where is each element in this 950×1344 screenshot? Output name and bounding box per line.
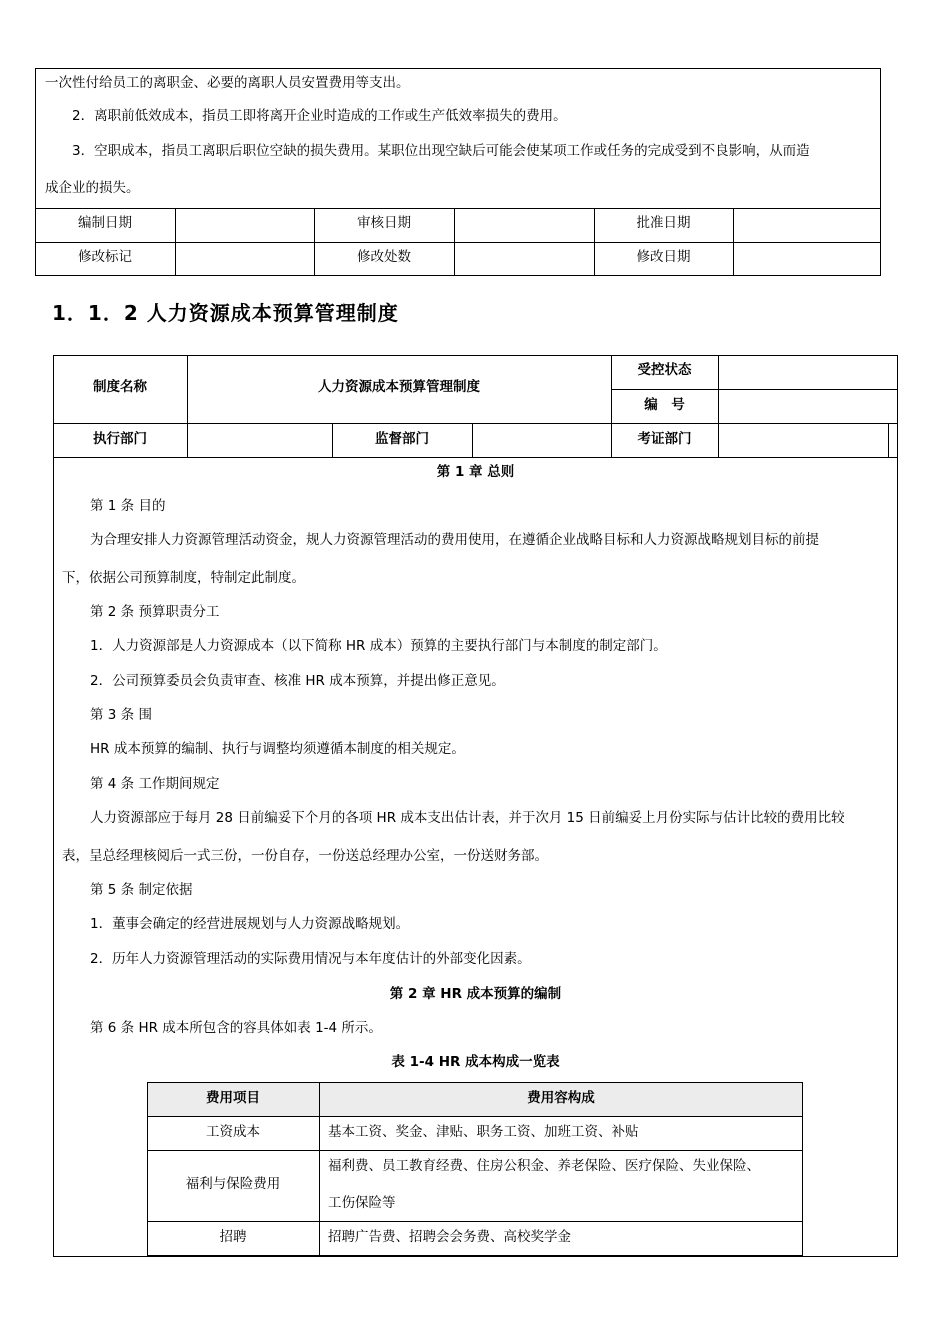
table-divider <box>147 1116 803 1117</box>
table-cell: 工伤保险等 <box>328 1195 396 1211</box>
article-heading: 第 5 条 制定依据 <box>90 882 193 898</box>
table-header-cell: 费用容构成 <box>527 1090 595 1106</box>
list-item: 2．公司预算委员会负责审查、核准 HR 成本预算，并提出修正意见。 <box>90 673 505 689</box>
chapter-heading: 第 2 章 HR 成本预算的编制 <box>389 986 562 1002</box>
chapter-heading: 第 1 章 总则 <box>436 464 515 480</box>
table-cell: 修改处数 <box>357 249 411 265</box>
table-divider <box>53 423 898 424</box>
table-divider <box>718 355 719 458</box>
section-title: 1．1．2 人力资源成本预算管理制度 <box>52 301 399 325</box>
table-divider <box>187 355 188 458</box>
table-divider <box>175 208 176 276</box>
table-divider <box>35 242 881 243</box>
table-divider <box>472 423 473 458</box>
paragraph-line: 成企业的损失。 <box>45 180 140 196</box>
number-label: 编 号 <box>644 397 685 413</box>
paragraph-line: 表，呈总经理核阅后一式三份，一份自存，一份送总经理办公室，一份送财务部。 <box>62 848 548 864</box>
table-cell: 福利费、员工教育经费、住房公积金、养老保险、医疗保险、失业保险、 <box>328 1158 760 1174</box>
table-cell: 审核日期 <box>357 215 411 231</box>
exec-dept-label: 执行部门 <box>93 431 147 447</box>
paragraph-line: 人力资源部应于每月 28 日前编妥下个月的各项 HR 成本支出估计表，并于次月 15 日前编妥上月份实际与估计比较的费用比较 <box>90 810 845 826</box>
paragraph-line: 下，依据公司预算制度，特制定此制度。 <box>62 570 305 586</box>
table-caption: 表 1-4 HR 成本构成一览表 <box>391 1054 560 1070</box>
list-item: 2．离职前低效成本，指员工即将离开企业时造成的工作或生产低效率损失的费用。 <box>72 108 567 124</box>
verify-dept-label: 考证部门 <box>637 431 692 447</box>
top-text-block <box>35 68 881 276</box>
article-heading: 第 2 条 预算职责分工 <box>90 604 220 620</box>
policy-name-value: 人力资源成本预算管理制度 <box>318 379 480 395</box>
supervise-dept-label: 监督部门 <box>375 431 429 447</box>
list-item: 1．人力资源部是人力资源成本（以下简称 HR 成本）预算的主要执行部门与本制度的制定部门。 <box>90 638 667 654</box>
list-item: 1．董事会确定的经营进展规划与人力资源战略规划。 <box>90 916 410 932</box>
table-divider <box>147 1150 803 1151</box>
list-item: 3．空职成本，指员工离职后职位空缺的损失费用。某职位出现空缺后可能会使某项工作或任务的完成受到不良影响，从而造 <box>72 143 810 159</box>
table-cell: 工资成本 <box>206 1124 260 1140</box>
table-cell: 批准日期 <box>636 215 691 231</box>
paragraph-line: 为合理安排人力资源管理活动资金，规人力资源管理活动的费用使用，在遵循企业战略目标和人力资源战略规划目标的前提 <box>90 532 819 548</box>
table-cell: 招聘 <box>219 1229 247 1245</box>
table-divider <box>319 1082 320 1256</box>
table-cell: 编制日期 <box>78 215 132 231</box>
table-divider <box>454 208 455 276</box>
control-status-label: 受控状态 <box>637 362 692 378</box>
table-divider <box>888 423 889 458</box>
table-divider <box>35 208 881 209</box>
table-divider <box>733 208 734 276</box>
table-cell: 福利与保险费用 <box>185 1176 281 1192</box>
paragraph-line: 一次性付给员工的离职金、必要的离职人员安置费用等支出。 <box>45 75 410 91</box>
policy-name-label: 制度名称 <box>93 379 147 395</box>
table-cell: 修改标记 <box>78 249 132 265</box>
paragraph-line: HR 成本预算的编制、执行与调整均须遵循本制度的相关规定。 <box>90 741 465 757</box>
table-cell: 招聘广告费、招聘会会务费、高校奖学金 <box>328 1229 571 1245</box>
table-divider <box>147 1221 803 1222</box>
table-cell: 修改日期 <box>636 249 691 265</box>
article-heading: 第 3 条 围 <box>90 707 152 723</box>
list-item: 2．历年人力资源管理活动的实际费用情况与本年度估计的外部变化因素。 <box>90 951 531 967</box>
article-heading: 第 4 条 工作期间规定 <box>90 776 220 792</box>
table-divider <box>611 389 898 390</box>
article-heading: 第 6 条 HR 成本所包含的容具体如表 1-4 所示。 <box>90 1020 382 1036</box>
table-cell: 基本工资、奖金、津贴、职务工资、加班工资、补贴 <box>328 1124 639 1140</box>
article-heading: 第 1 条 目的 <box>90 498 166 514</box>
table-header-cell: 费用项目 <box>206 1090 260 1106</box>
